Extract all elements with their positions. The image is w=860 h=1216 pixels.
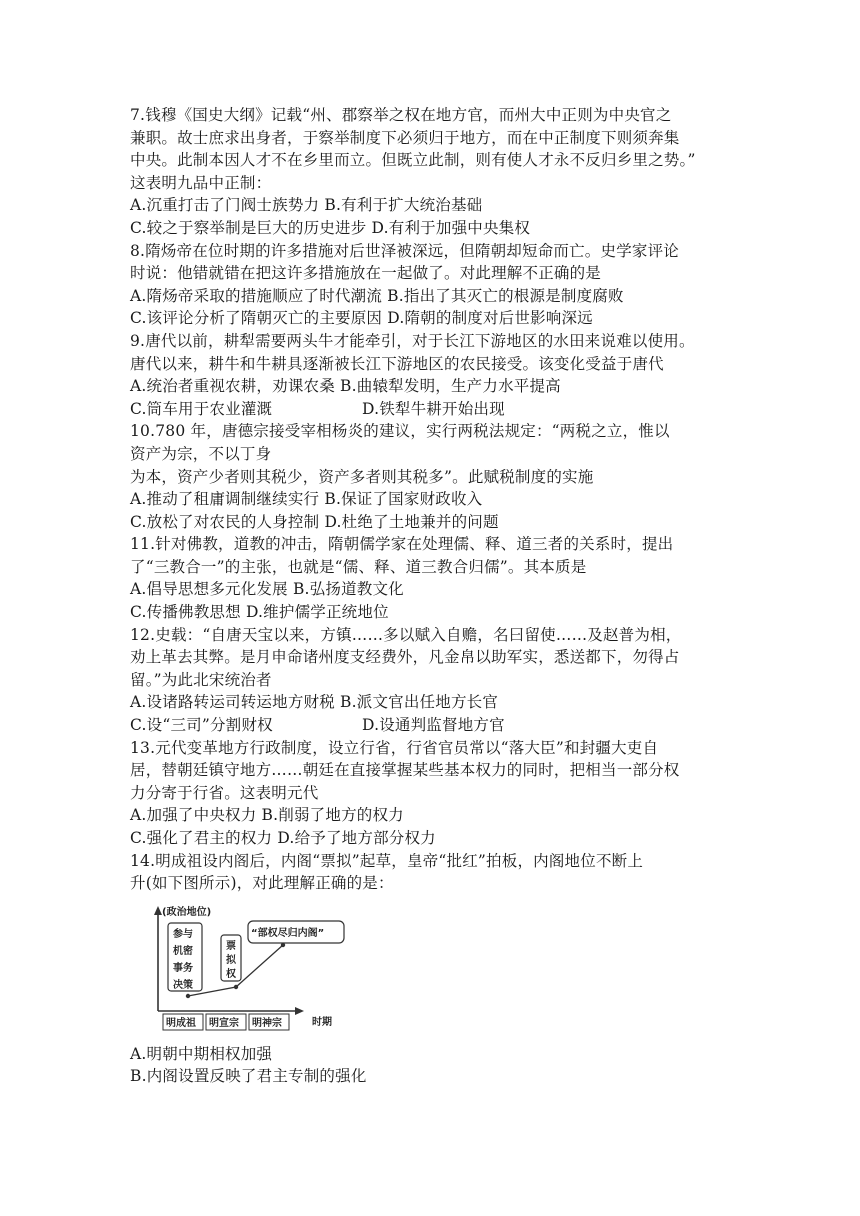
question-10-text: 10.780 年，唐德宗接受宰相杨炎的建议，实行两税法规定：“两税之立，惟以 [130, 422, 670, 441]
trend-point [234, 985, 238, 989]
question-12-text: 12.史载：“自唐天宝以来，方镇……多以赋入自赡，名曰留使……及赵普为相， [130, 625, 682, 644]
trend-point [186, 994, 190, 998]
question-7-text: 兼职。故士庶求出身者，于察举制度下必须归于地方，而在中正制度下则须奔集 [130, 128, 680, 147]
question-14-text: 升(如下图所示)，对此理解正确的是： [130, 874, 394, 893]
question-10-text: 资产为宗，不以丁身 [130, 444, 272, 463]
question-13-options: A.加强了中央权力 B.削弱了地方的权力 [130, 806, 404, 825]
x-axis-arrow [295, 1007, 304, 1015]
option-d: D.铁犁牛耕开始出现 [362, 399, 505, 418]
question-7-text: 中央。此制本因人才不在乡里而立。但既立此制，则有使人才永不反归乡里之势。” [130, 151, 696, 170]
trend-point [281, 943, 285, 947]
question-14-options: B.内阁设置反映了君主专制的强化 [130, 1067, 367, 1086]
question-13-text: 力分寄于行省。这表明元代 [130, 783, 319, 802]
question-9 [130, 330, 750, 420]
question-page [130, 104, 750, 1088]
question-10 [130, 420, 750, 533]
question-14 [130, 850, 750, 1088]
y-axis-arrow [154, 906, 162, 915]
question-12-text: 劝上革去其弊。是月申命诸州度支经费外，凡金帛以助军实，悉送都下，勿得占 [130, 648, 680, 667]
drafting-right-text: 拟 [226, 954, 236, 966]
option-c: C.筒车用于农业灌溉 [130, 399, 273, 418]
question-12-text: 留。”为此北宋统治者 [130, 670, 272, 689]
period-label: 明成祖 [166, 1017, 196, 1029]
question-7 [130, 104, 750, 240]
option-c: C.设“三司”分割财权 [130, 716, 273, 735]
question-8-options: C.该评论分析了隋朝灭亡的主要原因 D.隋朝的制度对后世影响深远 [130, 309, 593, 328]
question-8-text: 8.隋炀帝在位时期的许多措施对后世泽被深远，但隋朝却短命而亡。史学家评论 [130, 241, 679, 260]
question-8-text: 时说：他错就错在把这许多措施放在一起做了。对此理解不正确的是 [130, 264, 602, 283]
question-9-options [130, 398, 750, 421]
question-10-options: C.放松了对农民的人身控制 D.杜绝了土地兼并的问题 [130, 512, 499, 531]
x-axis-label: 时期 [312, 1016, 332, 1028]
question-7-text: 这表明九品中正制： [130, 173, 272, 192]
cabinet-status-diagram [148, 903, 358, 1033]
question-13 [130, 737, 750, 850]
decision-box-text: 机密 [173, 945, 193, 957]
option-d: D.设通判监督地方官 [362, 716, 505, 735]
y-axis-label: (政治地位) [162, 906, 212, 918]
question-7-options: A.沉重打击了门阀士族势力 B.有利于扩大统治基础 [130, 196, 483, 215]
question-14-text: 14.明成祖设内阁后，内阁“票拟”起草，皇帝“批红”拍板，内阁地位不断上 [130, 851, 644, 870]
question-11-text: 了“三教合一”的主张，也就是“儒、释、道三教合归儒”。其本质是 [130, 557, 587, 576]
question-14-options: A.明朝中期相权加强 [130, 1044, 273, 1063]
drafting-right-text: 权 [226, 968, 236, 980]
question-9-options: A.统治者重视农耕，劝课农桑 B.曲辕犁发明，生产力水平提高 [130, 377, 561, 396]
question-12-options: A.设诸路转运司转运地方财税 B.派文官出任地方长官 [130, 693, 499, 712]
question-13-text: 居，替朝廷镇守地方……朝廷在直接掌握某些基本权力的同时，把相当一部分权 [130, 761, 680, 780]
question-12-options [130, 714, 750, 737]
decision-box-text: 事务 [173, 962, 193, 974]
question-11-text: 11.针对佛教，道教的冲击，隋朝儒学家在处理儒、释、道三者的关系时，提出 [130, 535, 674, 554]
period-label: 明神宗 [252, 1017, 282, 1029]
question-8 [130, 240, 750, 330]
question-13-options: C.强化了君主的权力 D.给予了地方部分权力 [130, 829, 436, 847]
question-11 [130, 533, 750, 623]
cabinet-status-figure [148, 903, 358, 1033]
full-power-text: “部权尽归内阁” [251, 927, 325, 939]
question-13-text: 13.元代变革地方行政制度，设立行省，行省官员常以“落大臣”和封疆大吏自 [130, 738, 659, 757]
question-7-options: C.较之于察举制是巨大的历史进步 D.有利于加强中央集权 [130, 218, 531, 237]
question-11-options: A.倡导思想多元化发展 B.弘扬道教文化 [130, 580, 404, 599]
question-10-text: 为本，资产少者则其税少，资产多者则其税多”。此赋税制度的实施 [130, 467, 594, 486]
question-8-options: A.隋炀帝采取的措施顺应了时代潮流 B.指出了其灭亡的根源是制度腐败 [130, 286, 624, 305]
question-9-text: 9.唐代以前，耕犁需要两头牛才能牵引，对于长江下游地区的水田来说难以使用。 [130, 331, 695, 350]
question-7-text: 7.钱穆《国史大纲》记载“州、郡察举之权在地方官，而州大中正则为中央官之 [130, 106, 672, 124]
drafting-right-text: 票 [226, 940, 236, 952]
question-10-options: A.推动了租庸调制继续实行 B.保证了国家财政收入 [130, 490, 483, 509]
decision-box-text: 参与 [173, 928, 193, 940]
question-11-options: C.传播佛教思想 D.维护儒学正统地位 [130, 603, 389, 622]
period-label: 明宣宗 [209, 1017, 239, 1029]
question-9-text: 唐代以来，耕牛和牛耕具逐渐被长江下游地区的农民接受。该变化受益于唐代 [130, 354, 664, 373]
question-12 [130, 624, 750, 737]
decision-box-text: 决策 [173, 979, 193, 991]
